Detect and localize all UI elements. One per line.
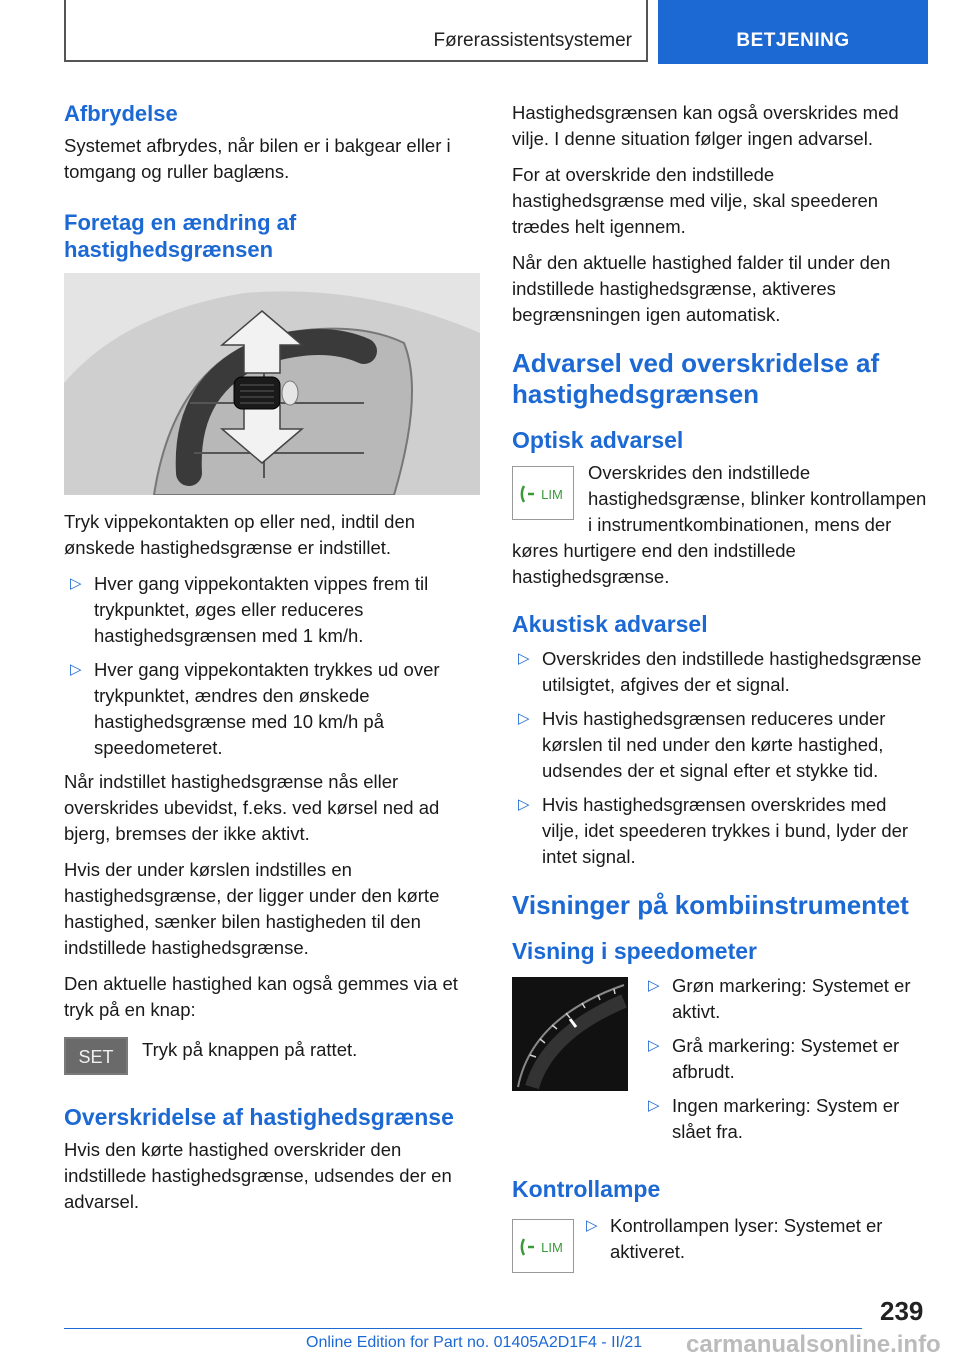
paragraph-hvis: Hvis der under kørslen indstilles en hastighedsgrænse, der ligger under den kørte hastighed, sænker bilen hastigheden til den indstillede hastighedsgrænse. [64,859,440,958]
paragraph-tryk: Tryk vippekontakten op eller ned, indtil den ønskede hastighedsgrænse er indstillet. [64,511,416,558]
paragraph-optisk: Overskrides den indstillede hastighedsgrænse, blinker kontrollampen i instrumentkombinationen, mens der køres hurtigere end den indstillede hastighedsgrænse. [512,462,927,587]
triangle-bullet-icon: ▷ [518,650,530,667]
triangle-bullet-icon: ▷ [648,977,660,994]
paragraph-den: Den aktuelle hastighed kan også gemmes via et tryk på en knap: [64,973,458,1020]
page-header [64,0,928,64]
triangle-bullet-icon: ▷ [648,1097,660,1114]
triangle-bullet-icon: ▷ [648,1037,660,1054]
speedometer-image [512,977,628,1091]
heading-foretag: Foretag en ændring af hastighedsgrænsen [64,210,297,262]
paragraph-r2: For at overskride den indstillede hastighedsgrænse med vilje, skal speederen trædes helt igennem. [512,164,879,237]
triangle-bullet-icon: ▷ [518,710,530,727]
page-number: 239 [880,1296,924,1326]
lim-indicator-icon-2 [512,1219,574,1273]
svg-text:LIM: LIM [541,1240,563,1255]
watermark: carmanualsonline.info [686,1331,941,1358]
section-title: Førerassistentsystemer [433,30,632,51]
paragraph-r1: Hastighedsgrænsen kan også overskrides med vilje. I denne situation følger ingen advarsel. [512,102,899,149]
bullet-list-visning [642,973,928,1145]
list-item: ▷ Overskrides den indstillede hastighedsgrænse utilsigtet, afgives der et signal. [518,648,922,695]
svg-text:SET: SET [78,1047,114,1067]
heading-visninger: Visninger på kombiinstrumentet [512,890,909,920]
right-column [512,100,928,1277]
list-item: ▷ Ingen markering: System er slået fra. [648,1095,900,1142]
bullet-list-vippe [64,571,480,761]
list-item: ▷ Grøn markering: Systemet er aktivt. [648,975,911,1022]
list-item: ▷ Hvis hastighedsgrænsen overskrides med vilje, idet speederen trykkes i bund, lyder der intet signal. [518,794,909,867]
list-item: ▷ Kontrollampen lyser: Systemet er aktiveret. [586,1215,883,1262]
list-item: ▷ Grå markering: Systemet er afbrudt. [648,1035,900,1082]
list-item: ▷ Hver gang vippekontakten trykkes ud over trykpunktet, ændres den ønskede hastighedsgrænse med 10 km/h på speedometeret. [70,659,440,758]
bullet-list-kontrol [580,1213,928,1265]
chapter-title: BETJENING [736,30,850,51]
chapter-tab[interactable] [658,0,928,64]
heading-visning: Visning i speedometer [512,938,757,964]
triangle-bullet-icon: ▷ [70,575,82,592]
paragraph-overskridelse: Hvis den kørte hastighed overskrider den indstillede hastighedsgrænse, udsendes der en advarsel. [64,1139,452,1212]
lim-indicator-icon [512,466,574,520]
heading-kontrol: Kontrollampe [512,1176,661,1202]
heading-afbrydelse: Afbrydelse [64,101,178,126]
paragraph-r3: Når den aktuelle hastighed falder til under den indstillede hastighedsgrænse, aktiveres begrænsningen igen automatisk. [512,252,891,325]
triangle-bullet-icon: ▷ [586,1217,598,1234]
left-column [64,100,480,1225]
triangle-bullet-icon: ▷ [70,661,82,678]
list-item: ▷ Hvis hastighedsgrænsen reduceres under kørslen til ned under den kørte hastighed, udsendes der et signal efter et stykke tid. [518,708,886,781]
paragraph-afbrydelse: Systemet afbrydes, når bilen er i bakgear eller i tomgang og ruller baglæns. [64,135,451,182]
heading-optisk: Optisk advarsel [512,427,684,453]
section-tab [64,0,648,62]
heading-advarsel: Advarsel ved overskridelse af hastighedsgrænsen [512,348,880,409]
bullet-list-akustisk [512,646,928,870]
footer-edition: Online Edition for Part no. 01405A2D1F4 - II/21 [306,1334,643,1351]
steering-wheel-switch-image [64,273,480,495]
heading-overskridelse: Overskridelse af hastighedsgrænse [64,1104,454,1130]
svg-text:LIM: LIM [541,487,563,502]
triangle-bullet-icon: ▷ [518,796,530,813]
heading-akustisk: Akustisk advarsel [512,611,708,637]
list-item: ▷ Hver gang vippekontakten vippes frem til trykpunktet, øges eller reduceres hastighedsgrænsen med 1 km/h. [70,573,429,646]
set-button-icon [64,1037,128,1075]
paragraph-set: Tryk på knappen på rattet. [142,1039,358,1060]
footer-divider [64,1328,862,1329]
paragraph-naar: Når indstillet hastighedsgrænse nås eller overskrides ubevidst, f.eks. ved kørsel ned ad bjerg, bremses der ikke aktivt. [64,771,440,844]
